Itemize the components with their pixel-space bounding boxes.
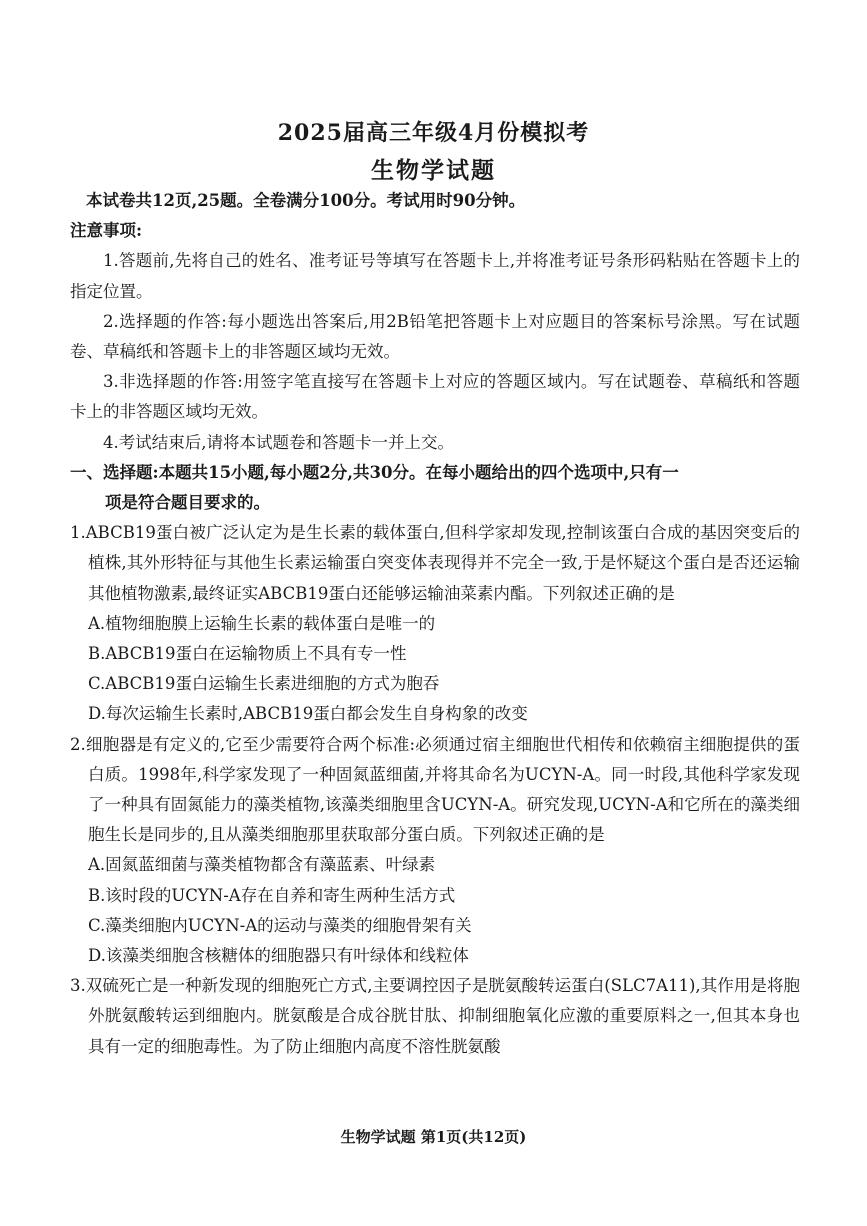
notice-item: 3.非选择题的作答:用签字笔直接写在答题卡上对应的答题区域内。写在试题卷、草稿纸和答题卡上的非答题区域均无效。: [70, 372, 800, 422]
question-stem: 3.双硫死亡是一种新发现的细胞死亡方式,主要调控因子是胱氨酸转运蛋白(SLC7A11),其作用是将胞外胱氨酸转运到细胞内。胱氨酸是合成谷胱甘肽、抑制细胞氧化应激的重要原料之一,但其本身也具有一定的细胞毒性。为了防止细胞内高度不溶性胱氨酸: [70, 976, 800, 1056]
option-d: D.该藻类细胞含核糖体的细胞器只有叶绿体和线粒体: [88, 946, 469, 966]
exam-title: 2025届高三年级4月份模拟考: [277, 120, 590, 146]
notice-heading: 注意事项:: [70, 221, 143, 241]
exam-info: 本试卷共12页,25题。全卷满分100分。考试用时90分钟。: [86, 191, 526, 210]
notice-item: 2.选择题的作答:每小题选出答案后,用2B铅笔把答题卡上对应题目的答案标号涂黑。写在试题卷、草稿纸和答题卡上的非答题区域均无效。: [70, 311, 800, 362]
page-footer: 生物学试题 第1页(共12页): [340, 1128, 527, 1146]
question-2: [70, 730, 800, 972]
question-stem: 2.细胞器是有定义的,它至少需要符合两个标准:必须通过宿主细胞世代相传和依赖宿主细胞提供的蛋白质。1998年,科学家发现了一种固氮蓝细菌,并将其命名为UCYN-A。同一时段,其他科学家发现了一种具有固氮能力的藻类植物,该藻类细胞里含UCYN-A。研究发现,UCYN-A和它所在的藻类细胞生长是同步的,且从藻类细胞那里获取部分蛋白质。下列叙述正确的是: [70, 734, 800, 845]
section-heading: [70, 458, 800, 518]
notice-item: 4.考试结束后,请将本试题卷和答题卡一并上交。: [103, 432, 454, 452]
option-c: C.ABCB19蛋白运输生长素进细胞的方式为胞吞: [88, 674, 440, 694]
option-a: A.固氮蓝细菌与藻类植物都含有藻蓝素、叶绿素: [88, 855, 436, 875]
question-1: [70, 518, 800, 729]
page-body: [70, 186, 800, 1062]
option-d: D.每次运输生长素时,ABCB19蛋白都会发生自身构象的改变: [88, 704, 528, 724]
option-a: A.植物细胞膜上运输生长素的载体蛋白是唯一的: [88, 613, 436, 633]
question-3: [70, 971, 800, 1062]
section-heading-line2: 项是符合题目要求的。: [105, 493, 270, 513]
option-c: C.藻类细胞内UCYN-A的运动与藻类的细胞骨架有关: [88, 915, 472, 935]
option-b: B.ABCB19蛋白在运输物质上不具有专一性: [88, 644, 407, 664]
notice-item: 1.答题前,先将自己的姓名、准考证号等填写在答题卡上,并将准考证号条形码粘贴在答题卡上的指定位置。: [70, 251, 800, 301]
option-b: B.该时段的UCYN-A存在自养和寄生两种生活方式: [88, 885, 456, 905]
exam-subject-title: 生物学试题: [371, 157, 496, 184]
section-heading-line1: 一、选择题:本题共15小题,每小题2分,共30分。在每小题给出的四个选项中,只有一: [70, 462, 679, 482]
question-stem: 1.ABCB19蛋白被广泛认定为是生长素的载体蛋白,但科学家却发现,控制该蛋白合成的基因突变后的植株,其外形特征与其他生长素运输蛋白突变体表现得并不完全一致,于是怀疑这个蛋白是否还运输其他植物激素,最终证实ABCB19蛋白还能够运输油菜素内酯。下列叙述正确的是: [70, 523, 800, 603]
